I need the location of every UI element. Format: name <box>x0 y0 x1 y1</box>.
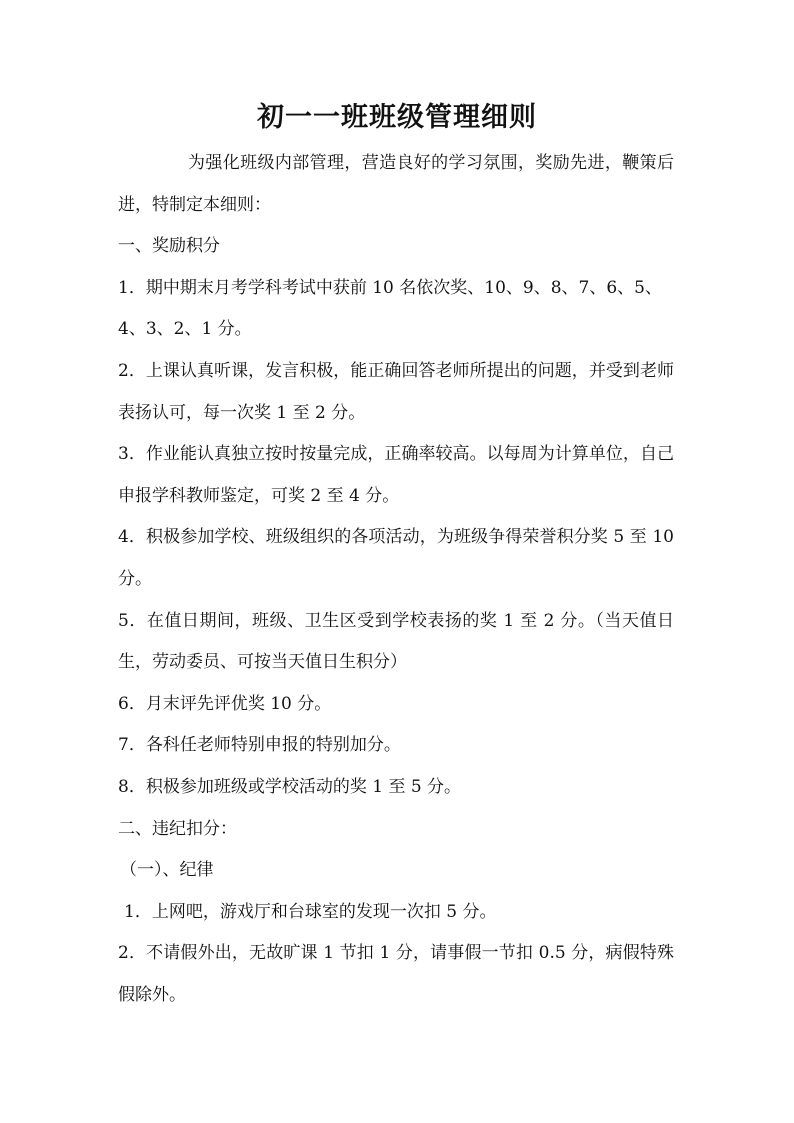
reward-item-1-line-2: 4、3、2、1 分。 <box>118 319 252 340</box>
penalty-item-1: 1．上网吧，游戏厅和台球室的发现一次扣 5 分。 <box>124 901 497 922</box>
reward-item-1-line-1: 1．期中期末月考学科考试中获前 10 名依次奖、10、9、8、7、6、5、 <box>118 277 662 298</box>
reward-item-8: 8．积极参加班级或学校活动的奖 1 至 5 分。 <box>118 776 462 797</box>
reward-item-6: 6．月末评先评优奖 10 分。 <box>118 693 332 714</box>
document-body <box>118 143 674 1016</box>
reward-item-3: 3．作业能认真独立按时按量完成，正确率较高。以每周为计算单位，自己申报学科教师鉴定，可奖 2 至 4 分。 <box>118 444 674 506</box>
discipline-subheading: （一）、纪律 <box>120 860 214 881</box>
section-one-heading: 一、奖励积分 <box>118 236 220 257</box>
document-title: 初一一班班级管理细则 <box>257 102 537 133</box>
reward-item-7: 7．各科任老师特别申报的特别加分。 <box>118 735 401 756</box>
penalty-item-2: 2．不请假外出，无故旷课 1 节扣 1 分，请事假一节扣 0.5 分，病假特殊假除外。 <box>118 943 674 1005</box>
reward-item-4: 4．积极参加学校、班级组织的各项活动，为班级争得荣誉积分奖 5 至 10 分。 <box>118 527 674 589</box>
reward-item-2: 2．上课认真听课，发言积极，能正确回答老师所提出的问题，并受到老师表扬认可，每一次奖 1 至 2 分。 <box>118 360 674 423</box>
reward-item-5: 5．在值日期间，班级、卫生区受到学校表扬的奖 1 至 2 分。（当天值日生，劳动委员、可按当天值日生积分） <box>118 610 674 673</box>
intro-paragraph: 为强化班级内部管理，营造良好的学习氛围，奖励先进，鞭策后进，特制定本细则： <box>118 153 674 215</box>
section-two-heading: 二、违纪扣分： <box>118 818 237 839</box>
